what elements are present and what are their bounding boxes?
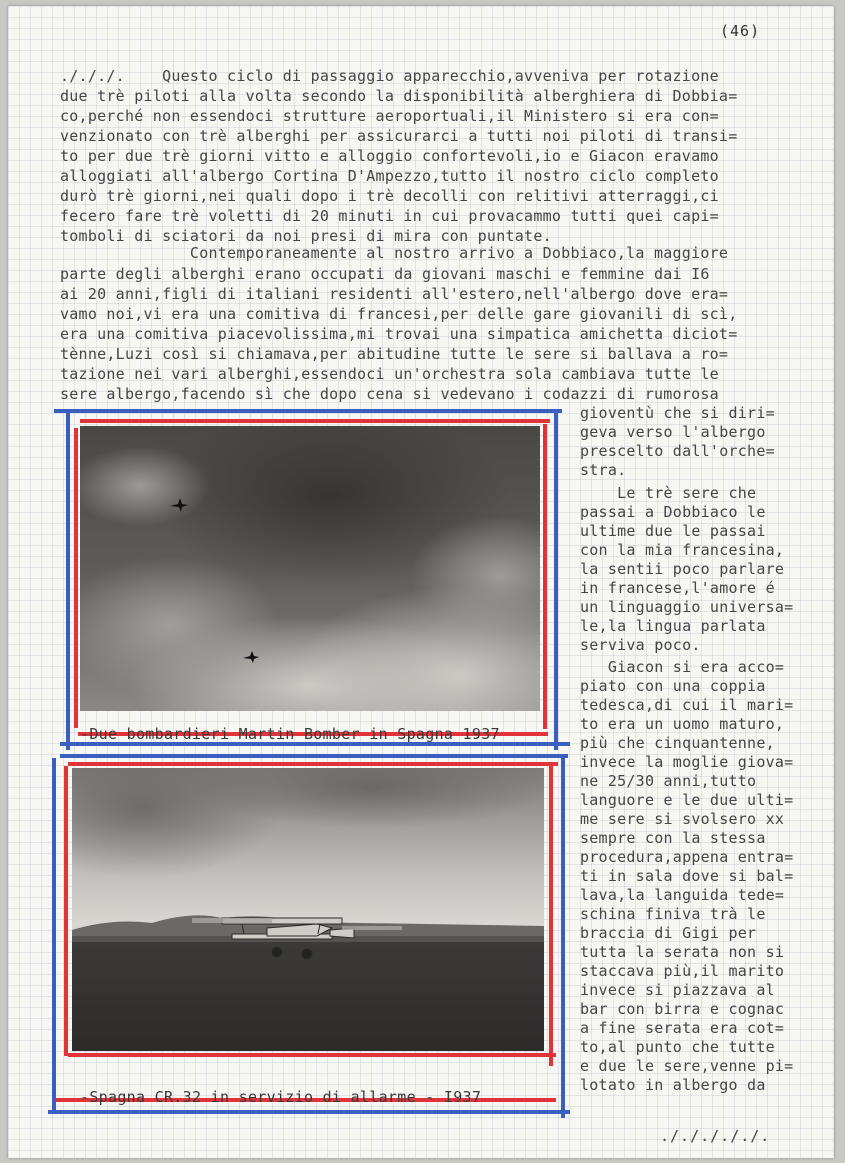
side-line: con la mia francesina,: [580, 541, 785, 559]
body-line: co,perché non essendoci strutture aeroportuali,il Ministero si era con=: [60, 107, 719, 125]
side-line: braccia di Gigi per: [580, 924, 757, 942]
side-line: a fine serata era cot=: [580, 1019, 785, 1037]
side-line: procedura,appena entra=: [580, 848, 794, 866]
side-line: invece la moglie giova=: [580, 753, 794, 771]
body-line: tènne,Luzi così si chiamava,per abitudine tutte le sere si ballava a ro=: [60, 345, 729, 363]
side-line: schina finiva trà le: [580, 905, 766, 923]
side-line: serviva poco.: [580, 636, 701, 654]
typewritten-page: [8, 6, 834, 1158]
side-line: lotato in albergo da: [580, 1076, 766, 1094]
side-line: prescelto dall'orche=: [580, 442, 775, 460]
side-line: stra.: [580, 461, 627, 479]
page-number: (46): [720, 22, 761, 40]
body-line: durò trè giorni,nei quali dopo i trè decolli con relitivi atterraggi,ci: [60, 187, 719, 205]
side-line: to,al punto che tutte: [580, 1038, 775, 1056]
body-line: alloggiati all'albergo Cortina D'Ampezzo,tutto il nostro ciclo completo: [60, 167, 719, 185]
side-line: me sere si svolsero xx: [580, 810, 785, 828]
side-line: ne 25/30 anni,tutto: [580, 772, 757, 790]
body-line: tomboli di sciatori da noi presi di mira con puntate.: [60, 227, 552, 245]
body-line: sere albergo,facendo sì che dopo cena si vedevano i codazzi di rumorosa: [60, 385, 719, 403]
photo-caption-cr32: -Spagna CR.32 in servizio di allarme - I937: [80, 1088, 482, 1106]
side-line: geva verso l'albergo: [580, 423, 766, 441]
side-line: Le trè sere che: [580, 484, 757, 502]
photo-bombers-in-sky: [80, 426, 540, 711]
body-line: parte degli alberghi erano occupati da giovani maschi e femmine dai I6: [60, 265, 710, 283]
body-line: ai 20 anni,figli di italiani residenti all'estero,nell'albergo dove era=: [60, 285, 729, 303]
photo-cr32-airfield: [72, 768, 544, 1051]
side-line: staccava più,il marito: [580, 962, 785, 980]
side-line: e due le sere,venne pi=: [580, 1057, 794, 1075]
side-line: tedesca,di cui il mari=: [580, 696, 794, 714]
photo-caption-bombers: -Due bombardieri Martin Bomber in Spagna 1937: [80, 725, 500, 743]
side-line: to era un uomo maturo,: [580, 715, 785, 733]
side-line: ultime due le passai: [580, 522, 766, 540]
body-line: to per due trè giorni vitto e alloggio confortevoli,io e Giacon eravamo: [60, 147, 719, 165]
body-line: tazione nei vari alberghi,essendoci un'orchestra sola cambiava tutte le: [60, 365, 719, 383]
side-line: in francese,l'amore é: [580, 579, 775, 597]
side-line: invece si piazzava al: [580, 981, 775, 999]
side-line: tutta la serata non si: [580, 943, 785, 961]
side-line: languore e le due ulti=: [580, 791, 794, 809]
body-line: ./././. Questo ciclo di passaggio apparecchio,avveniva per rotazione: [60, 67, 719, 85]
body-line: due trè piloti alla volta secondo la disponibilità alberghiera di Dobbia=: [60, 87, 738, 105]
side-line: la sentii poco parlare: [580, 560, 785, 578]
side-line: le,la lingua parlata: [580, 617, 766, 635]
side-line: passai a Dobbiaco le: [580, 503, 766, 521]
body-line: venzionato con trè alberghi per assicurarci a tutti noi piloti di transi=: [60, 127, 738, 145]
side-line: Giacon si era acco=: [580, 658, 785, 676]
side-line: gioventù che si diri=: [580, 404, 775, 422]
side-line: un linguaggio universa=: [580, 598, 794, 616]
body-line: vamo noi,vi era una comitiva di francesi,per delle gare giovanili di scì,: [60, 305, 738, 323]
side-line: più che cinquantenne,: [580, 734, 775, 752]
side-line: lava,la languida tede=: [580, 886, 785, 904]
side-line: piato con una coppia: [580, 677, 766, 695]
end-of-page-mark: ./././././.: [660, 1127, 771, 1145]
body-line: Contemporaneamente al nostro arrivo a Dobbiaco,la maggiore: [60, 244, 729, 262]
side-line: ti in sala dove si bal=: [580, 867, 794, 885]
body-line: era una comitiva piacevolissima,mi trovai una simpatica amichetta diciot=: [60, 325, 738, 343]
body-line: fecero fare trè voletti di 20 minuti in cui provacammo tutti quei capi=: [60, 207, 719, 225]
side-line: bar con birra e cognac: [580, 1000, 785, 1018]
side-line: sempre con la stessa: [580, 829, 766, 847]
